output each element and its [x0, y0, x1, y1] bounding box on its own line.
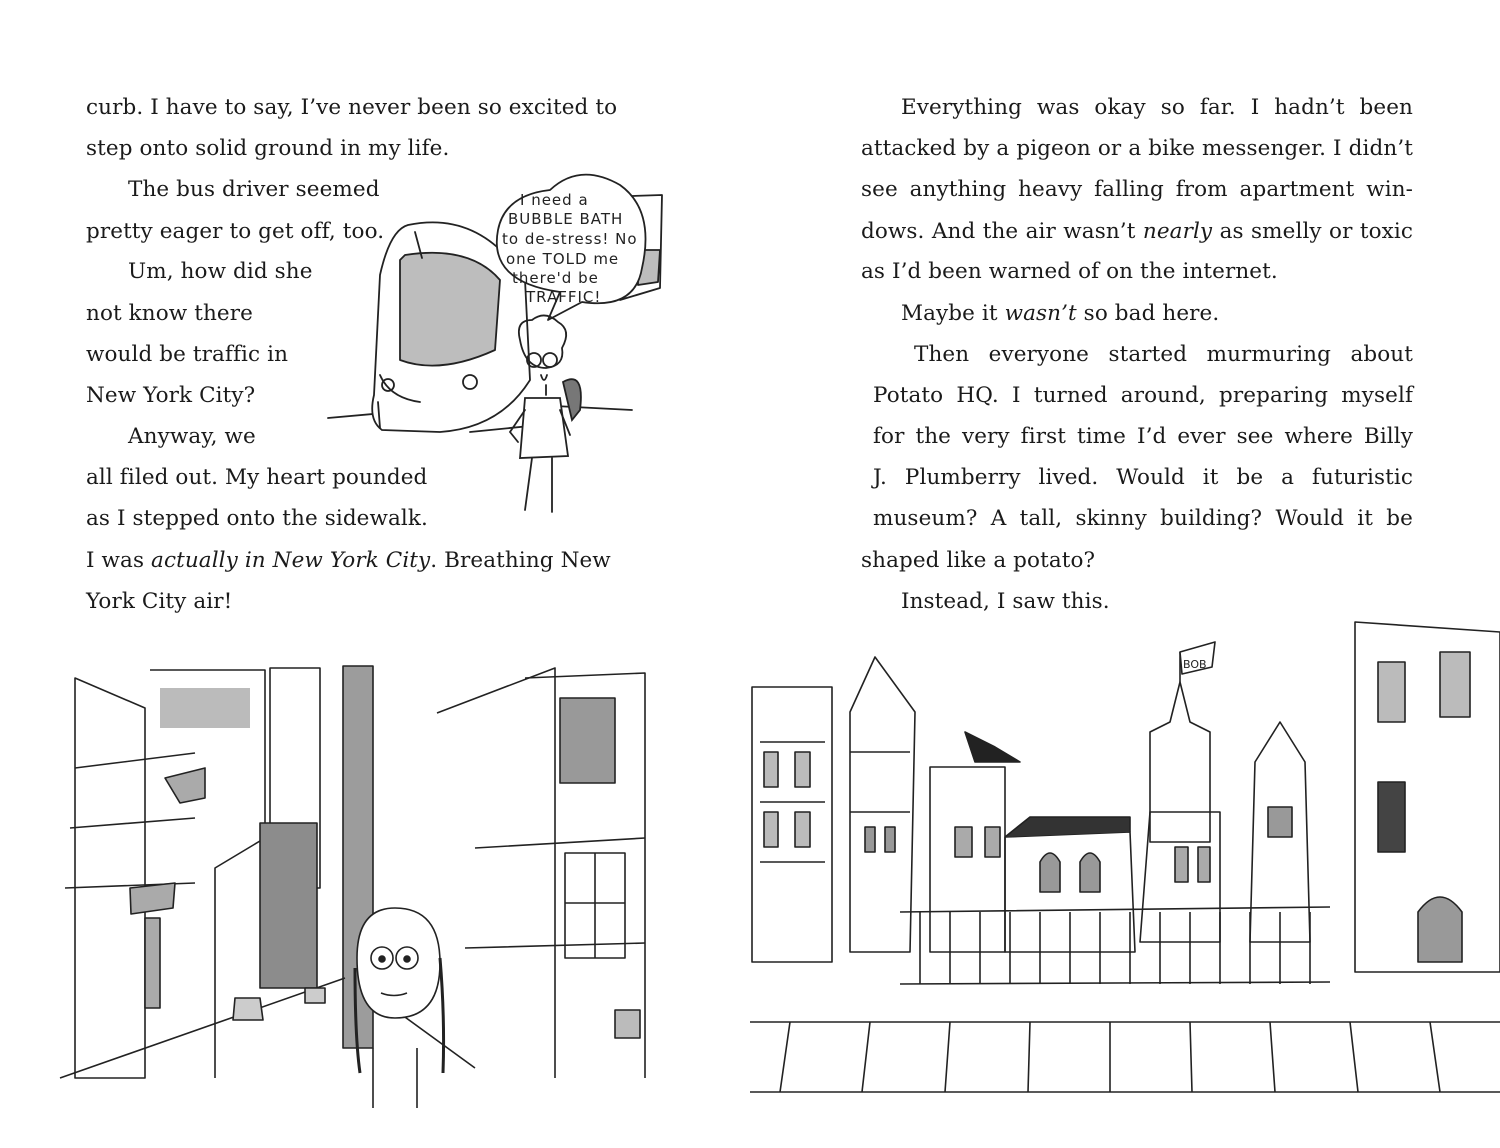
- text-line: York City air!: [86, 589, 233, 614]
- text-line: attacked by a pigeon or a bike messenger. I didn’t: [861, 136, 1413, 161]
- text-line: Anyway, we: [128, 424, 256, 449]
- text-line: curb. I have to say, I’ve never been so excited to: [86, 95, 618, 120]
- text-line: step onto solid ground in my life.: [86, 136, 450, 161]
- text-line: dows. And the air wasn’t nearly as smelly or toxic: [861, 219, 1414, 244]
- italic-text: nearly: [1142, 219, 1213, 244]
- bubble-text: I need a: [520, 191, 589, 209]
- text-line: all filed out. My heart pounded: [86, 465, 428, 490]
- potato-hq-illustration: [750, 612, 1500, 1112]
- bubble-text: there'd be: [512, 269, 599, 287]
- italic-text: actually in New York City: [151, 548, 431, 573]
- text-line: Maybe it wasn’t so bad here.: [901, 301, 1220, 326]
- text-line: shaped like a potato?: [861, 548, 1096, 573]
- text-line: The bus driver seemed: [128, 177, 380, 202]
- text-line: I was actually in New York City. Breathing New: [86, 548, 611, 573]
- text-line: Then everyone started murmuring about: [914, 342, 1413, 367]
- bubble-text: BUBBLE BATH: [508, 210, 624, 228]
- city-street-illustration: [55, 658, 665, 1108]
- bubble-text: one TOLD me: [506, 250, 620, 268]
- text-line: see anything heavy falling from apartment win-: [861, 177, 1413, 202]
- flag-text: BOB: [1183, 658, 1207, 671]
- text-line: museum? A tall, skinny building? Would it be: [873, 506, 1413, 531]
- text-line: Um, how did she: [128, 259, 313, 284]
- text-line: Instead, I saw this.: [901, 589, 1110, 614]
- text-line: pretty eager to get off, too.: [86, 219, 385, 244]
- text-line: for the very first time I’d ever see where Billy: [873, 424, 1413, 449]
- text-line: J. Plumberry lived. Would it be a futuristic: [873, 465, 1413, 490]
- text-line: New York City?: [86, 383, 256, 408]
- text-line: Potato HQ. I turned around, preparing myself: [873, 383, 1413, 408]
- bubble-text: to de-stress! No: [502, 230, 638, 248]
- text-line: Everything was okay so far. I hadn’t been: [901, 95, 1413, 120]
- italic-text: wasn’t: [1004, 301, 1077, 326]
- text-line: not know there: [86, 301, 253, 326]
- right-page: [750, 0, 1500, 1148]
- text-line: as I’d been warned of on the internet.: [861, 259, 1278, 284]
- text-line: would be traffic in: [86, 342, 289, 367]
- bubble-text: TRAFFIC!: [526, 288, 602, 306]
- bus-driver-illustration: [320, 170, 665, 530]
- text-line: as I stepped onto the sidewalk.: [86, 506, 428, 531]
